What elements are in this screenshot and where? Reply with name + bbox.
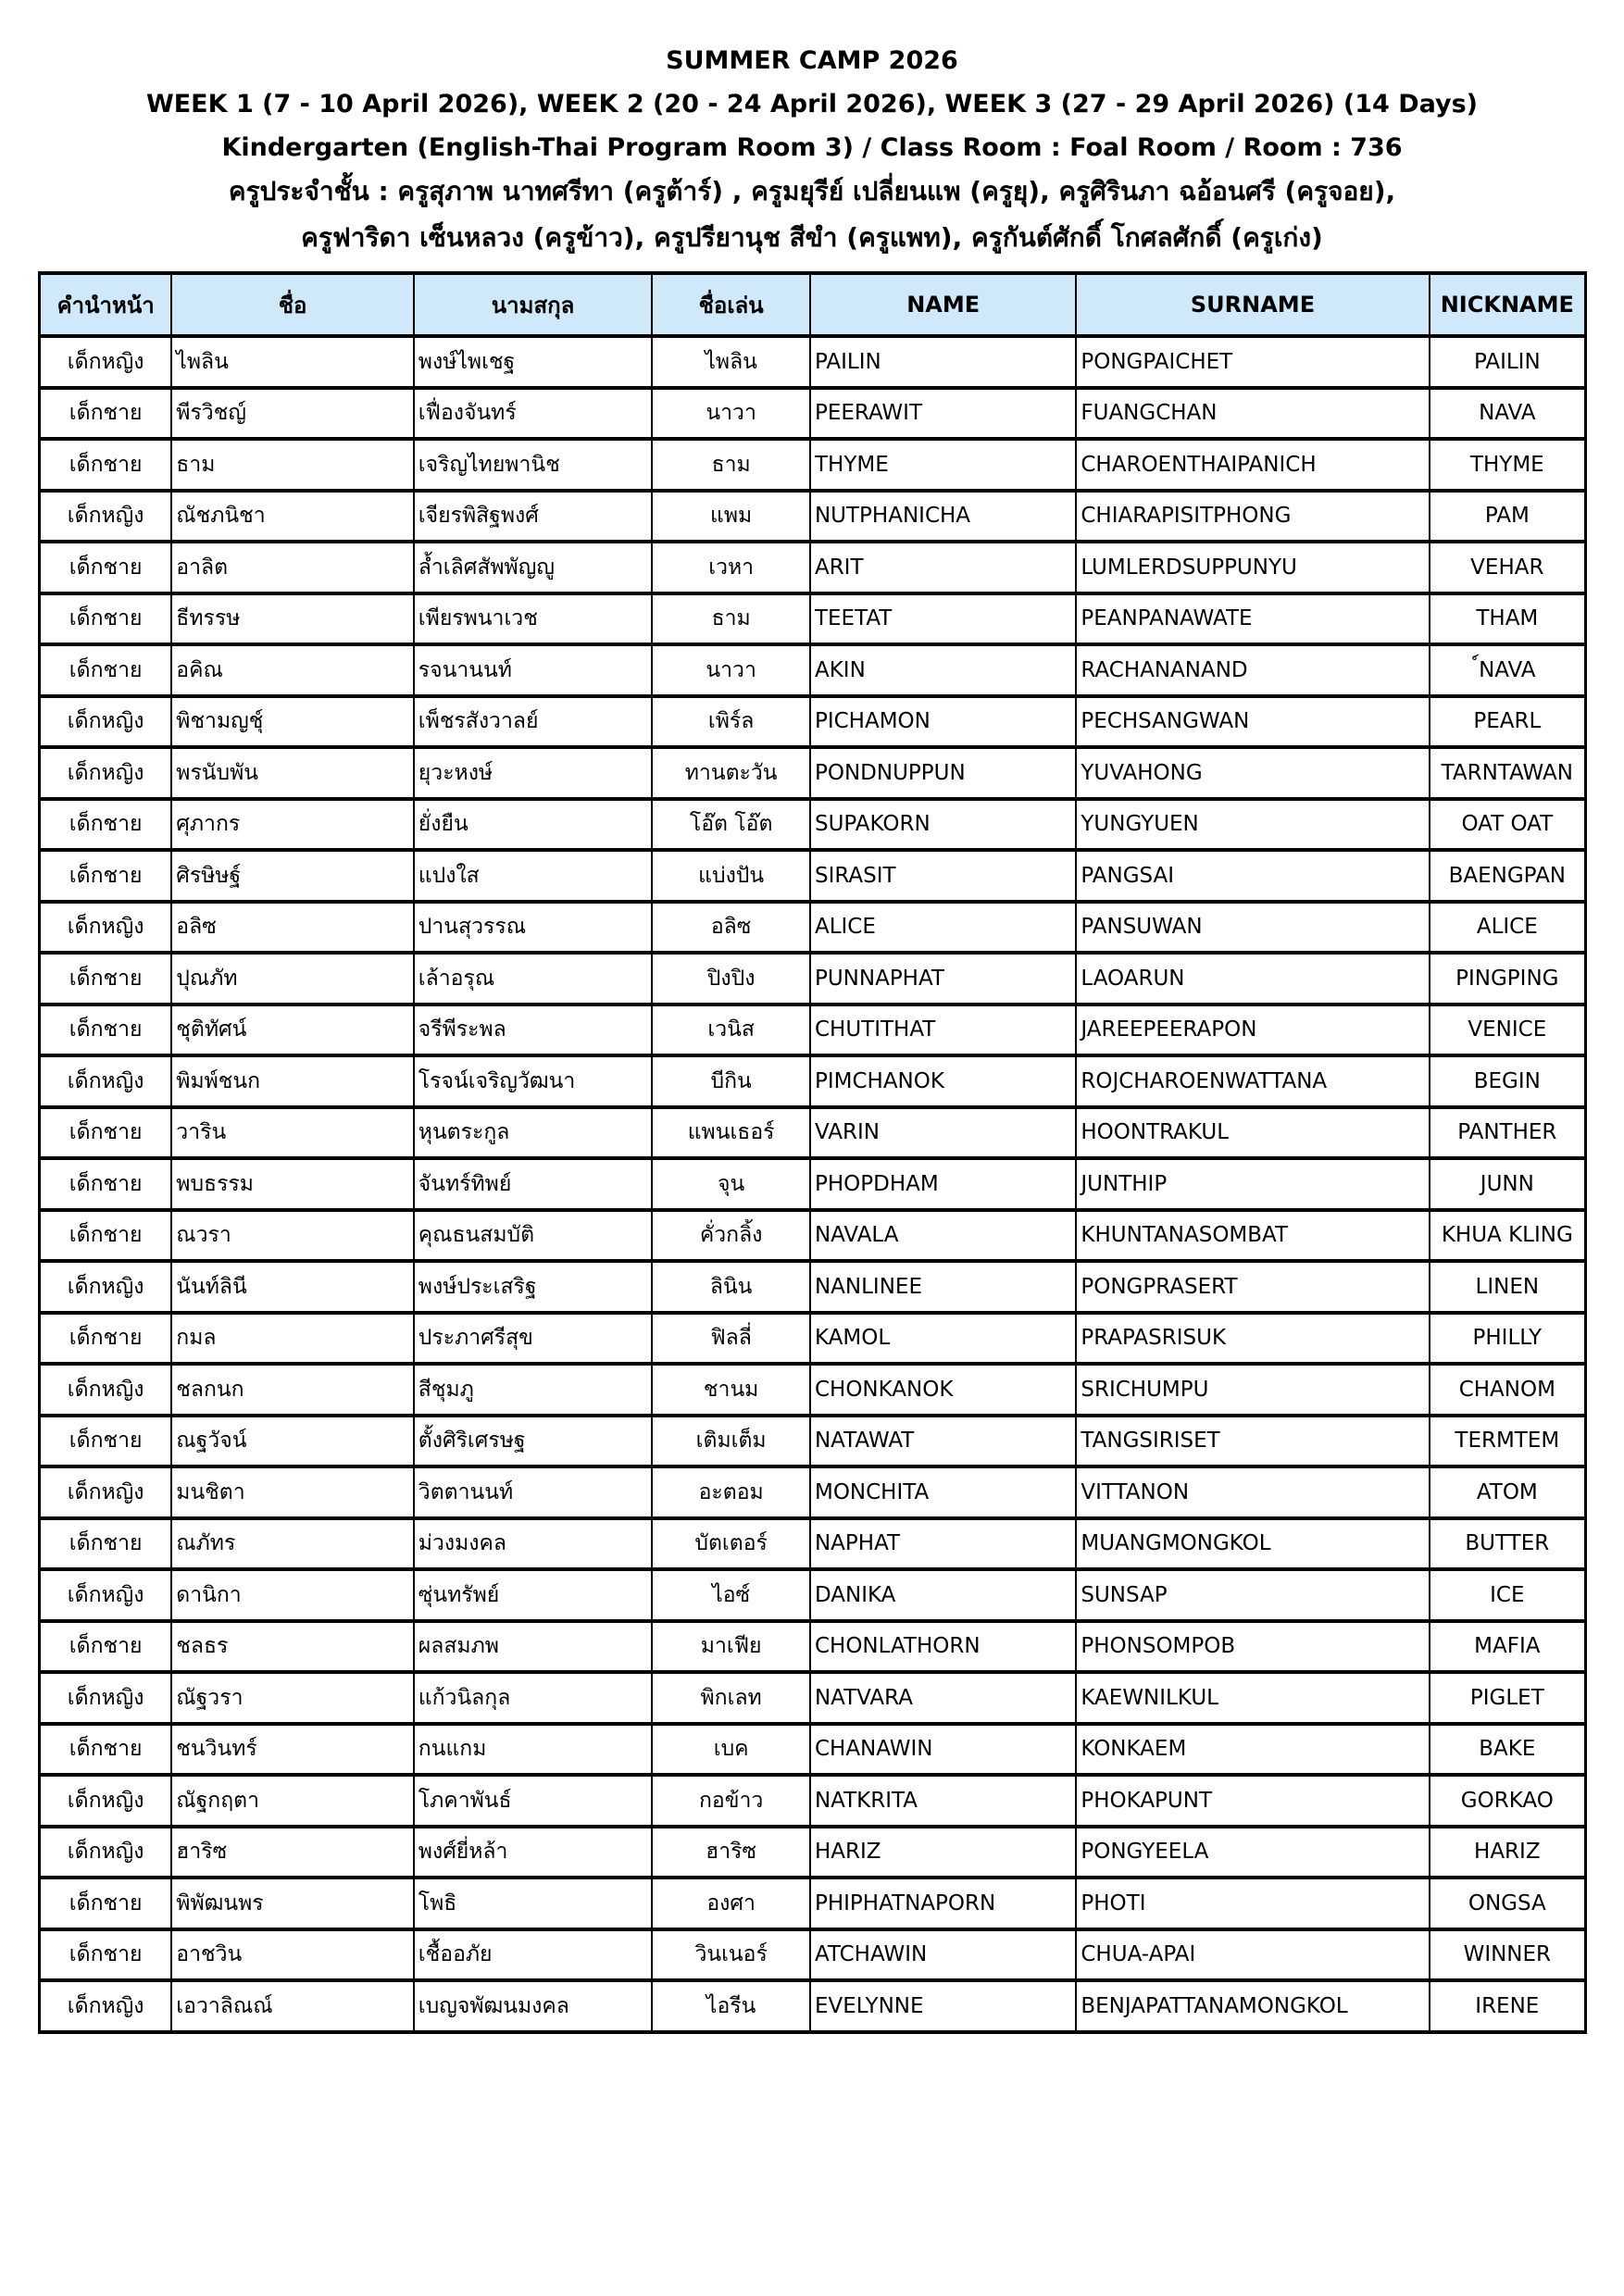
table-cell: อาลิต: [171, 542, 414, 593]
table-cell: เด็กหญิง: [40, 336, 172, 388]
table-cell: กมล: [171, 1313, 414, 1365]
table-cell: เด็กหญิง: [40, 1466, 172, 1518]
table-cell: KAMOL: [810, 1313, 1076, 1365]
table-cell: ฟิลลี่: [652, 1313, 810, 1365]
table-cell: จรีพีระพล: [414, 1004, 653, 1056]
table-row: [40, 1724, 1586, 1776]
table-cell: วิตตานนท์: [414, 1466, 653, 1518]
column-header: ชื่อเล่น: [652, 273, 810, 336]
table-cell: เด็กชาย: [40, 1929, 172, 1981]
table-cell: เพ็ชรสังวาลย์: [414, 696, 653, 748]
table-cell: PANTHER: [1430, 1107, 1586, 1159]
table-cell: นันท์ลินี: [171, 1261, 414, 1313]
table-cell: โภคาพันธ์: [414, 1775, 653, 1827]
table-cell: เพิร์ล: [652, 696, 810, 748]
table-cell: ฮาริซ: [652, 1827, 810, 1878]
table-row: [40, 850, 1586, 902]
table-row: [40, 1518, 1586, 1570]
table-cell: CHANOM: [1430, 1364, 1586, 1416]
table-cell: OAT OAT: [1430, 799, 1586, 851]
table-cell: PAILIN: [1430, 336, 1586, 388]
table-cell: ปิงปิง: [652, 953, 810, 1004]
table-cell: คั่วกลิ้ง: [652, 1210, 810, 1262]
table-cell: นาวา: [652, 644, 810, 696]
table-cell: PHILLY: [1430, 1313, 1586, 1365]
table-cell: MONCHITA: [810, 1466, 1076, 1518]
table-cell: พบธรรม: [171, 1158, 414, 1210]
table-cell: คุณธนสมบัติ: [414, 1210, 653, 1262]
table-cell: WINNER: [1430, 1929, 1586, 1981]
table-cell: PECHSANGWAN: [1076, 696, 1429, 748]
table-cell: แพนเธอร์: [652, 1107, 810, 1159]
table-cell: เด็กชาย: [40, 542, 172, 593]
table-cell: พีรวิชญ์: [171, 388, 414, 440]
table-cell: PINGPING: [1430, 953, 1586, 1004]
table-cell: GORKAO: [1430, 1775, 1586, 1827]
table-cell: CHANAWIN: [810, 1724, 1076, 1776]
table-cell: พงศ์ยี่หล้า: [414, 1827, 653, 1878]
table-cell: THAM: [1430, 593, 1586, 645]
table-cell: เพียรพนาเวช: [414, 593, 653, 645]
table-cell: บัตเตอร์: [652, 1518, 810, 1570]
table-cell: ประภาศรีสุข: [414, 1313, 653, 1365]
table-cell: BAENGPAN: [1430, 850, 1586, 902]
table-cell: ATOM: [1430, 1466, 1586, 1518]
table-cell: ชานม: [652, 1364, 810, 1416]
table-cell: YUNGYUEN: [1076, 799, 1429, 851]
table-cell: JUNTHIP: [1076, 1158, 1429, 1210]
table-cell: MUANGMONGKOL: [1076, 1518, 1429, 1570]
table-row: [40, 1827, 1586, 1878]
table-cell: ONGSA: [1430, 1878, 1586, 1929]
table-cell: เด็กชาย: [40, 1313, 172, 1365]
table-row: [40, 696, 1586, 748]
table-cell: เด็กหญิง: [40, 1775, 172, 1827]
table-cell: NUTPHANICHA: [810, 491, 1076, 543]
table-row: [40, 1210, 1586, 1262]
table-cell: CHUTITHAT: [810, 1004, 1076, 1056]
table-cell: CHONKANOK: [810, 1364, 1076, 1416]
table-cell: โอ๊ต โอ๊ต: [652, 799, 810, 851]
table-cell: ดานิกา: [171, 1569, 414, 1621]
table-cell: KHUA KLING: [1430, 1210, 1586, 1262]
table-cell: NATKRITA: [810, 1775, 1076, 1827]
table-cell: อคิณ: [171, 644, 414, 696]
table-cell: IRENE: [1430, 1980, 1586, 2032]
table-cell: PONGYEELA: [1076, 1827, 1429, 1878]
table-cell: เด็กชาย: [40, 593, 172, 645]
teachers-line-1: ครูประจำชั้น : ครูสุภาพ นาทศรีทา (ครูต้าร์) , ครูมยุรีย์ เปลี่ยนแพ (ครูยุ), ครูศิรินภา ฉอ้อนศรี (ครูจอย),: [228, 176, 1396, 206]
table-cell: เด็กชาย: [40, 644, 172, 696]
table-cell: มนชิตา: [171, 1466, 414, 1518]
table-cell: พงษ์ประเสริฐ: [414, 1261, 653, 1313]
table-cell: CHAROENTHAIPANICH: [1076, 439, 1429, 491]
table-cell: ซุ่นทรัพย์: [414, 1569, 653, 1621]
table-cell: กอข้าว: [652, 1775, 810, 1827]
table-cell: TARNTAWAN: [1430, 747, 1586, 799]
table-cell: ยุวะหงษ์: [414, 747, 653, 799]
table-cell: บีกิน: [652, 1055, 810, 1107]
table-cell: ARIT: [810, 542, 1076, 593]
table-row: [40, 799, 1586, 851]
table-cell: เด็กหญิง: [40, 1364, 172, 1416]
table-row: [40, 953, 1586, 1004]
table-cell: ชนวินทร์: [171, 1724, 414, 1776]
table-row: [40, 1055, 1586, 1107]
table-cell: เด็กชาย: [40, 1158, 172, 1210]
table-cell: จุน: [652, 1158, 810, 1210]
table-row: [40, 388, 1586, 440]
table-row: [40, 1261, 1586, 1313]
table-cell: SIRASIT: [810, 850, 1076, 902]
table-cell: PICHAMON: [810, 696, 1076, 748]
table-cell: เด็กหญิง: [40, 1261, 172, 1313]
table-cell: ศุภากร: [171, 799, 414, 851]
table-cell: เด็กชาย: [40, 1416, 172, 1467]
table-row: [40, 1672, 1586, 1724]
table-cell: ALICE: [1430, 902, 1586, 954]
document-header: [0, 0, 1624, 251]
weeks-line: WEEK 1 (7 - 10 April 2026), WEEK 2 (20 - 24 April 2026), WEEK 3 (27 - 29 April 2026) (14 Days): [145, 90, 1479, 119]
table-cell: NAVA: [1430, 388, 1586, 440]
table-cell: NAPHAT: [810, 1518, 1076, 1570]
table-cell: รจนานนท์: [414, 644, 653, 696]
table-cell: KONKAEM: [1076, 1724, 1429, 1776]
table-row: [40, 1569, 1586, 1621]
table-cell: ปานสุวรรณ: [414, 902, 653, 954]
table-cell: เติมเต็ม: [652, 1416, 810, 1467]
table-cell: เด็กหญิง: [40, 696, 172, 748]
table-row: [40, 1775, 1586, 1827]
table-cell: นาวา: [652, 388, 810, 440]
table-cell: ์NAVA: [1430, 644, 1586, 696]
table-cell: พิพัฒนพร: [171, 1878, 414, 1929]
table-row: [40, 1004, 1586, 1056]
table-cell: ทานตะวัน: [652, 747, 810, 799]
table-cell: BUTTER: [1430, 1518, 1586, 1570]
table-cell: TANGSIRISET: [1076, 1416, 1429, 1467]
table-cell: PONGPRASERT: [1076, 1261, 1429, 1313]
table-cell: เด็กชาย: [40, 1210, 172, 1262]
table-cell: ยั่งยืน: [414, 799, 653, 851]
table-cell: PHOKAPUNT: [1076, 1775, 1429, 1827]
table-cell: วินเนอร์: [652, 1929, 810, 1981]
table-cell: NANLINEE: [810, 1261, 1076, 1313]
table-cell: ณฐวัจน์: [171, 1416, 414, 1467]
table-cell: VEHAR: [1430, 542, 1586, 593]
table-cell: PRAPASRISUK: [1076, 1313, 1429, 1365]
table-cell: SRICHUMPU: [1076, 1364, 1429, 1416]
table-cell: CHIARAPISITPHONG: [1076, 491, 1429, 543]
table-cell: ณภัทร: [171, 1518, 414, 1570]
table-row: [40, 644, 1586, 696]
table-cell: FUANGCHAN: [1076, 388, 1429, 440]
table-row: [40, 1980, 1586, 2032]
table-cell: MAFIA: [1430, 1621, 1586, 1673]
table-cell: VARIN: [810, 1107, 1076, 1159]
table-cell: THYME: [1430, 439, 1586, 491]
table-row: [40, 1878, 1586, 1929]
table-cell: JAREEPEERAPON: [1076, 1004, 1429, 1056]
table-cell: ม่วงมงคล: [414, 1518, 653, 1570]
table-cell: มาเฟีย: [652, 1621, 810, 1673]
table-cell: เด็กหญิง: [40, 1055, 172, 1107]
table-cell: เด็กหญิง: [40, 1672, 172, 1724]
table-row: [40, 902, 1586, 954]
table-cell: ชลกนก: [171, 1364, 414, 1416]
table-cell: PANGSAI: [1076, 850, 1429, 902]
table-cell: AKIN: [810, 644, 1076, 696]
table-cell: PHIPHATNAPORN: [810, 1878, 1076, 1929]
table-cell: ฮาริซ: [171, 1827, 414, 1878]
table-cell: PHOPDHAM: [810, 1158, 1076, 1210]
table-cell: แบ่งปัน: [652, 850, 810, 902]
table-cell: เด็กชาย: [40, 953, 172, 1004]
table-cell: PONDNUPPUN: [810, 747, 1076, 799]
table-cell: อลิซ: [171, 902, 414, 954]
table-cell: NATVARA: [810, 1672, 1076, 1724]
table-row: [40, 593, 1586, 645]
table-cell: องศา: [652, 1878, 810, 1929]
table-cell: เวหา: [652, 542, 810, 593]
table-cell: ชุติทัศน์: [171, 1004, 414, 1056]
table-cell: PONGPAICHET: [1076, 336, 1429, 388]
table-cell: ศิรษิษฐ์: [171, 850, 414, 902]
table-cell: ลินิน: [652, 1261, 810, 1313]
table-cell: ณัฐวรา: [171, 1672, 414, 1724]
column-header: NICKNAME: [1430, 273, 1586, 336]
table-cell: CHUA-APAI: [1076, 1929, 1429, 1981]
table-cell: แปงใส: [414, 850, 653, 902]
table-cell: ATCHAWIN: [810, 1929, 1076, 1981]
table-cell: JUNN: [1430, 1158, 1586, 1210]
table-cell: KHUNTANASOMBAT: [1076, 1210, 1429, 1262]
table-cell: เด็กชาย: [40, 439, 172, 491]
table-cell: PEANPANAWATE: [1076, 593, 1429, 645]
header-row: [40, 273, 1586, 336]
table-cell: เด็กชาย: [40, 1518, 172, 1570]
table-cell: ROJCHAROENWATTANA: [1076, 1055, 1429, 1107]
table-cell: PIMCHANOK: [810, 1055, 1076, 1107]
table-cell: ไอรีน: [652, 1980, 810, 2032]
table-cell: วาริน: [171, 1107, 414, 1159]
column-header: NAME: [810, 273, 1076, 336]
table-row: [40, 1929, 1586, 1981]
table-cell: แก้วนิลกุล: [414, 1672, 653, 1724]
table-cell: LAOARUN: [1076, 953, 1429, 1004]
table-cell: เบค: [652, 1724, 810, 1776]
table-row: [40, 1466, 1586, 1518]
table-row: [40, 1158, 1586, 1210]
table-cell: เล้าอรุณ: [414, 953, 653, 1004]
program-line: Kindergarten (English-Thai Program Room 3) / Class Room : Foal Room / Room : 736: [221, 133, 1403, 162]
table-row: [40, 439, 1586, 491]
table-row: [40, 747, 1586, 799]
table-cell: VITTANON: [1076, 1466, 1429, 1518]
table-cell: สีชุมภู: [414, 1364, 653, 1416]
table-cell: เด็กชาย: [40, 1878, 172, 1929]
table-cell: พิมพ์ชนก: [171, 1055, 414, 1107]
table-cell: PAILIN: [810, 336, 1076, 388]
table-cell: ณวรา: [171, 1210, 414, 1262]
table-cell: ICE: [1430, 1569, 1586, 1621]
table-cell: โรจน์เจริญวัฒนา: [414, 1055, 653, 1107]
table-cell: VENICE: [1430, 1004, 1586, 1056]
table-cell: ชลธร: [171, 1621, 414, 1673]
table-cell: เวนิส: [652, 1004, 810, 1056]
table-cell: KAEWNILKUL: [1076, 1672, 1429, 1724]
table-cell: PAM: [1430, 491, 1586, 543]
table-cell: PEERAWIT: [810, 388, 1076, 440]
table-cell: เชื้ออภัย: [414, 1929, 653, 1981]
table-cell: EVELYNNE: [810, 1980, 1076, 2032]
column-header: SURNAME: [1076, 273, 1429, 336]
table-cell: เด็กชาย: [40, 388, 172, 440]
table-cell: พิกเลท: [652, 1672, 810, 1724]
table-cell: LUMLERDSUPPUNYU: [1076, 542, 1429, 593]
table-cell: ธีทรรษ: [171, 593, 414, 645]
table-row: [40, 491, 1586, 543]
table-row: [40, 1313, 1586, 1365]
table-cell: ธาม: [652, 439, 810, 491]
table-cell: ล้ำเลิศสัพพัญญู: [414, 542, 653, 593]
table-cell: พงษ์ไพเชฐ: [414, 336, 653, 388]
table-cell: เบญจพัฒนมงคล: [414, 1980, 653, 2032]
table-cell: เด็กชาย: [40, 1004, 172, 1056]
table-cell: NAVALA: [810, 1210, 1076, 1262]
table-cell: อะตอม: [652, 1466, 810, 1518]
table-cell: HARIZ: [810, 1827, 1076, 1878]
table-cell: PEARL: [1430, 696, 1586, 748]
table-cell: เด็กหญิง: [40, 902, 172, 954]
table-cell: เด็กหญิง: [40, 1569, 172, 1621]
table-cell: กนแกม: [414, 1724, 653, 1776]
table-cell: เจียรพิสิฐพงศ์: [414, 491, 653, 543]
teachers-line-2: ครูฟาริดา เซ็นหลวง (ครูข้าว), ครูปรียานุช สีขำ (ครูแพท), ครูกันต์ศักดิ์ โกศลศักดิ์ (ครูเก่ง): [301, 222, 1323, 253]
table-cell: แพม: [652, 491, 810, 543]
table-cell: ธาม: [652, 593, 810, 645]
student-roster-table: [38, 271, 1587, 2034]
table-cell: DANIKA: [810, 1569, 1076, 1621]
page-title: SUMMER CAMP 2026: [666, 46, 958, 75]
table-cell: BENJAPATTANAMONGKOL: [1076, 1980, 1429, 2032]
table-cell: ตั้งศิริเศรษฐ: [414, 1416, 653, 1467]
table-cell: PUNNAPHAT: [810, 953, 1076, 1004]
table-cell: ผลสมภพ: [414, 1621, 653, 1673]
table-cell: เด็กหญิง: [40, 1827, 172, 1878]
table-cell: เด็กชาย: [40, 799, 172, 851]
table-cell: เอวาลิณณ์: [171, 1980, 414, 2032]
table-cell: HOONTRAKUL: [1076, 1107, 1429, 1159]
table-cell: ไพลิน: [652, 336, 810, 388]
table-cell: PHOTI: [1076, 1878, 1429, 1929]
table-cell: YUVAHONG: [1076, 747, 1429, 799]
table-cell: TEETAT: [810, 593, 1076, 645]
table-cell: เด็กหญิง: [40, 747, 172, 799]
table-cell: ALICE: [810, 902, 1076, 954]
table-cell: LINEN: [1430, 1261, 1586, 1313]
table-cell: TERMTEM: [1430, 1416, 1586, 1467]
table-row: [40, 336, 1586, 388]
table-row: [40, 1416, 1586, 1467]
column-header: ชื่อ: [171, 273, 414, 336]
table-cell: ไพลิน: [171, 336, 414, 388]
table-cell: เด็กหญิง: [40, 491, 172, 543]
table-cell: พรนับพัน: [171, 747, 414, 799]
table-cell: PIGLET: [1430, 1672, 1586, 1724]
table-cell: ไอซ์: [652, 1569, 810, 1621]
table-cell: เด็กชาย: [40, 850, 172, 902]
table-cell: PANSUWAN: [1076, 902, 1429, 954]
table-cell: จันทร์ทิพย์: [414, 1158, 653, 1210]
table-cell: HARIZ: [1430, 1827, 1586, 1878]
table-row: [40, 1107, 1586, 1159]
table-cell: หุนตระกูล: [414, 1107, 653, 1159]
table-cell: เด็กชาย: [40, 1107, 172, 1159]
table-cell: ณัฐกฤตา: [171, 1775, 414, 1827]
table-cell: BAKE: [1430, 1724, 1586, 1776]
table-cell: BEGIN: [1430, 1055, 1586, 1107]
table-cell: SUPAKORN: [810, 799, 1076, 851]
table-cell: เฟื่องจันทร์: [414, 388, 653, 440]
table-cell: THYME: [810, 439, 1076, 491]
table-cell: NATAWAT: [810, 1416, 1076, 1467]
table-row: [40, 542, 1586, 593]
column-header: คำนำหน้า: [40, 273, 172, 336]
table-row: [40, 1364, 1586, 1416]
table-cell: เด็กหญิง: [40, 1980, 172, 2032]
table-cell: ณัชภนิชา: [171, 491, 414, 543]
table-cell: อาชวิน: [171, 1929, 414, 1981]
table-cell: โพธิ: [414, 1878, 653, 1929]
table-cell: เจริญไทยพานิช: [414, 439, 653, 491]
table-cell: พิชามญชุ์: [171, 696, 414, 748]
table-cell: ปุณภัท: [171, 953, 414, 1004]
table-cell: ธาม: [171, 439, 414, 491]
table-cell: RACHANANAND: [1076, 644, 1429, 696]
table-cell: CHONLATHORN: [810, 1621, 1076, 1673]
table-row: [40, 1621, 1586, 1673]
table-cell: เด็กชาย: [40, 1724, 172, 1776]
table-cell: SUNSAP: [1076, 1569, 1429, 1621]
table-cell: อลิซ: [652, 902, 810, 954]
column-header: นามสกุล: [414, 273, 653, 336]
table-cell: เด็กชาย: [40, 1621, 172, 1673]
table-cell: PHONSOMPOB: [1076, 1621, 1429, 1673]
